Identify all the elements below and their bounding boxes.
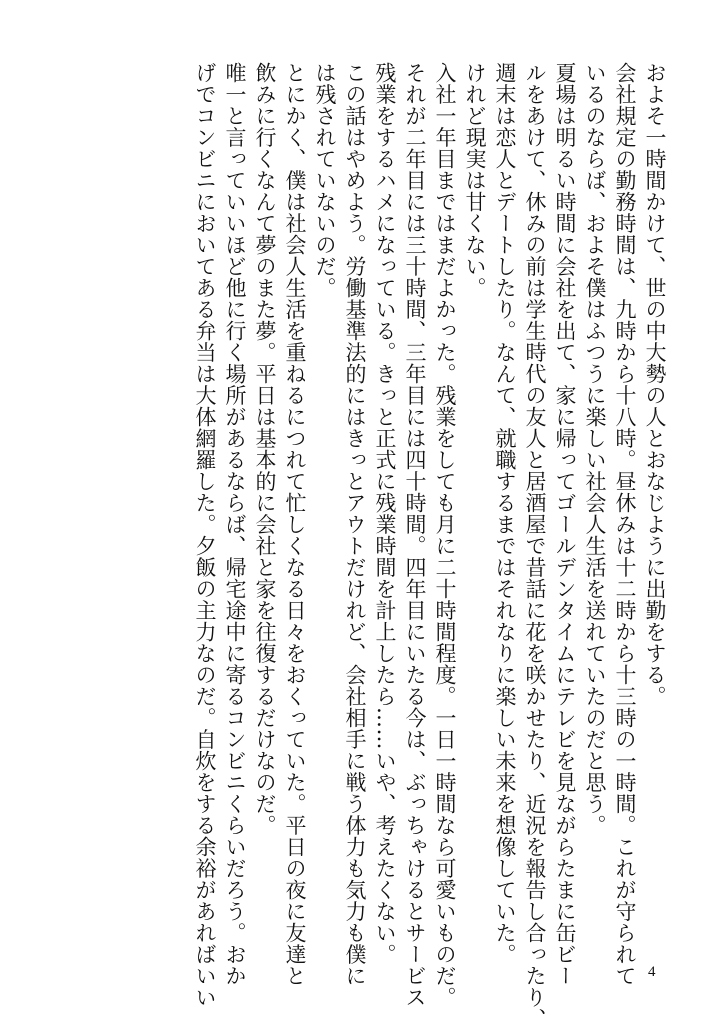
text-line: げでコンビニにおいてある弁当は大体網羅した。夕飯の主力なのだ。自炊をする余裕があればいい xyxy=(193,62,217,1008)
text-line: 唯一と言っていいほど他に行く場所があるならば、帰宅途中に寄るコンビニくらいだろう。おか xyxy=(223,62,247,987)
text-line: およそ一時間かけて、世の中大勢の人とおなじように出勤をする。 xyxy=(643,62,667,707)
text-line: は残されていないのだ。 xyxy=(313,62,337,299)
text-line: 入社一年目まではまだよかった。残業をしても月に二十時間程度。一日一時間なら可愛いものだ。 xyxy=(433,62,457,1008)
text-line: 飲みに行くなんて夢のまた夢。平日は基本的に会社と家を往復するだけなのだ。 xyxy=(253,62,277,836)
text-line: ルをあけて、休みの前は学生時代の友人と居酒屋で昔話に花を咲かせたり、近況を報告し合ったり、 xyxy=(523,62,547,1030)
text-line: 会社規定の勤務時間は、九時から十八時。昼休みは十二時から十三時の一時間。これが守られて xyxy=(613,62,637,987)
text-line: この話はやめよう。労働基準法的にはきっとアウトだけれど、会社相手に戦う体力も気力も僕に xyxy=(343,62,367,987)
text-line: 残業をするハメになっている。きっと正式に残業時間を計上したら……いや、考えたくない。 xyxy=(373,62,397,965)
text-line: とにかく、僕は社会人生活を重ねるにつれて忙しくなる日々をおくっていた。平日の夜に友達と xyxy=(283,62,307,987)
text-line: 週末は恋人とデートしたり。なんて、就職するまではそれなりに楽しい未来を想像していた。 xyxy=(493,62,517,965)
text-line: 夏場は明るい時間に会社を出て、家に帰ってゴールデンタイムにテレビを見ながらたまに缶ビー xyxy=(553,62,577,987)
text-line: けれど現実は甘くない。 xyxy=(463,62,487,299)
vertical-body-text xyxy=(150,62,670,1030)
text-line: いるのならば、およそ僕はふつうに楽しい社会人生活を送れていたのだと思う。 xyxy=(583,62,607,836)
text-line: それが二年目には三十時間、三年目には四十時間。四年目にいたる今は、ぶっちゃけるとサービス xyxy=(403,62,427,1008)
page-number: 4 xyxy=(648,964,656,980)
